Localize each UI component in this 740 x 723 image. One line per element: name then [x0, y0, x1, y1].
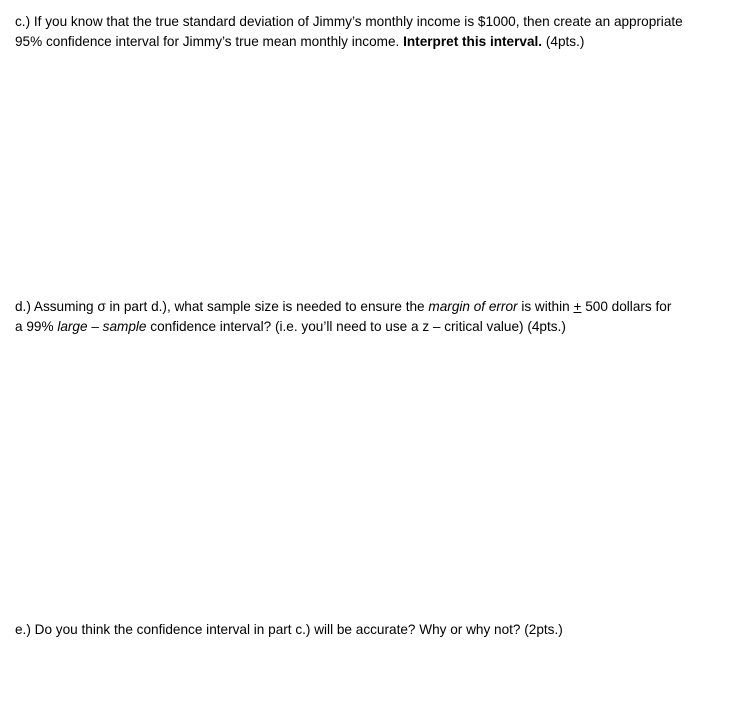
question-e-line1 [15, 620, 730, 640]
question-d-line2 [15, 317, 730, 337]
question-d-text-end: 500 dollars for [581, 299, 672, 314]
question-c-line1 [15, 12, 730, 32]
question-d-text-2: a 99% [15, 319, 58, 334]
plus-minus-symbol: + [573, 299, 582, 314]
question-c [15, 12, 730, 52]
question-e [15, 620, 730, 640]
question-d-text: d.) Assuming σ in part d.), what sample size is needed to ensure the [15, 299, 429, 314]
question-c-text-2: 95% confidence interval for Jimmy’s true mean monthly income. [15, 34, 404, 49]
question-d-points: confidence interval? (i.e. you’ll need to use a z – critical value) (4pts.) [146, 319, 566, 334]
question-c-line2 [15, 32, 730, 52]
question-c-text: c.) If you know that the true standard deviation of Jimmy’s monthly income is $1000, then create an appropriate [15, 14, 683, 29]
question-d-italic-margin: margin of error [428, 299, 518, 314]
question-c-points: (4pts.) [542, 34, 585, 49]
question-d-text-mid: is within [517, 299, 574, 314]
question-d-italic-large-sample: large – sample [57, 319, 147, 334]
question-d [15, 297, 730, 337]
question-d-line1 [15, 297, 730, 317]
question-c-bold-instruction: Interpret this interval. [403, 34, 543, 49]
question-e-text: e.) Do you think the confidence interval in part c.) will be accurate? Why or why not? (2pts.) [15, 622, 563, 637]
